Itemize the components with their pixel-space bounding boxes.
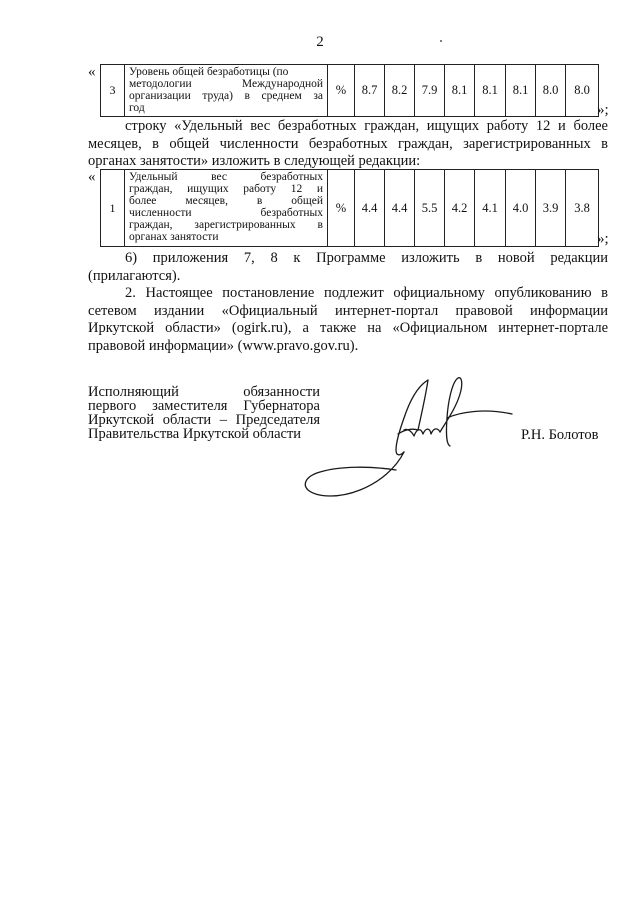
value-cell: 8.0	[566, 65, 599, 117]
paragraph-row-replace	[88, 118, 608, 171]
table-row	[101, 170, 599, 247]
indicator-name-line: Удельный вес безработных	[129, 171, 323, 183]
paragraph-appendices	[88, 250, 608, 285]
closing-quote: »;	[597, 231, 609, 247]
indicator-name-line: Уровень общей безработицы (по	[129, 66, 289, 78]
indicator-name-line: методологии Международной	[129, 78, 323, 90]
value-cell: 8.1	[475, 65, 506, 117]
indicator-name	[125, 170, 328, 247]
value-cell: 4.0	[506, 170, 536, 247]
value-cell: 8.1	[445, 65, 475, 117]
value-cell: 3.8	[566, 170, 599, 247]
indicator-name-line: граждан, зарегистрированных в	[129, 219, 323, 231]
table-unemployment-level	[100, 64, 599, 117]
row-number: 3	[101, 65, 125, 117]
title-line: Правительства Иркутской области	[88, 426, 302, 442]
indicator-name-line: год	[129, 102, 145, 114]
title-line: Иркутской области – Председателя	[88, 412, 320, 428]
text-line: строку «Удельный вес безработных граждан, ищущих работу 12 и более	[125, 118, 608, 134]
value-cell: 8.7	[355, 65, 385, 117]
unit-cell: %	[328, 170, 355, 247]
row-number: 1	[101, 170, 125, 247]
text-line: 2. Настоящее постановление подлежит официальному опубликованию в	[125, 285, 608, 301]
handwritten-signature	[300, 372, 530, 507]
indicator-name-line: организации труда) в среднем за	[129, 90, 323, 102]
closing-quote: »;	[597, 102, 609, 118]
text-line: правовой информации» (www.pravo.gov.ru).	[88, 337, 359, 354]
value-cell: 8.0	[536, 65, 566, 117]
value-cell: 4.4	[355, 170, 385, 247]
page-number: 2	[316, 34, 324, 50]
signer-name: Р.Н. Болотов	[521, 427, 599, 443]
paragraph-publication	[88, 285, 608, 355]
table-long-term-unemployed	[100, 169, 599, 247]
indicator-name-line: численности безработных	[129, 207, 323, 219]
text-line: (прилагаются).	[88, 267, 181, 284]
value-cell: 7.9	[415, 65, 445, 117]
unit-cell: %	[328, 65, 355, 117]
indicator-name-line: граждан, ищущих работу 12 и	[129, 183, 323, 195]
value-cell: 4.1	[475, 170, 506, 247]
title-line: Исполняющий обязанности	[88, 384, 320, 400]
text-line: Иркутской области» (ogirk.ru), а также на «Официальном интернет-портале	[88, 320, 608, 336]
indicator-name	[125, 65, 328, 117]
text-line: месяцев, в общей численности безработных граждан, зарегистрированных в	[88, 135, 608, 152]
signatory-title	[88, 385, 320, 441]
text-line: органах занятости» изложить в следующей редакции:	[88, 153, 421, 169]
opening-quote: «	[88, 64, 96, 80]
value-cell: 4.2	[445, 170, 475, 247]
table-row	[101, 65, 599, 117]
value-cell: 4.4	[385, 170, 415, 247]
value-cell: 8.1	[506, 65, 536, 117]
value-cell: 3.9	[536, 170, 566, 247]
indicator-name-line: более месяцев, в общей	[129, 195, 323, 207]
value-cell: 8.2	[385, 65, 415, 117]
value-cell: 5.5	[415, 170, 445, 247]
text-line: 6) приложения 7, 8 к Программе изложить в новой редакции	[125, 250, 608, 266]
indicator-name-line: органах занятости	[129, 231, 219, 243]
text-line: сетевом издании «Официальный интернет-портал правовой информации	[88, 302, 608, 319]
opening-quote: «	[88, 169, 96, 185]
title-line: первого заместителя Губернатора	[88, 398, 320, 414]
speck	[440, 40, 442, 42]
